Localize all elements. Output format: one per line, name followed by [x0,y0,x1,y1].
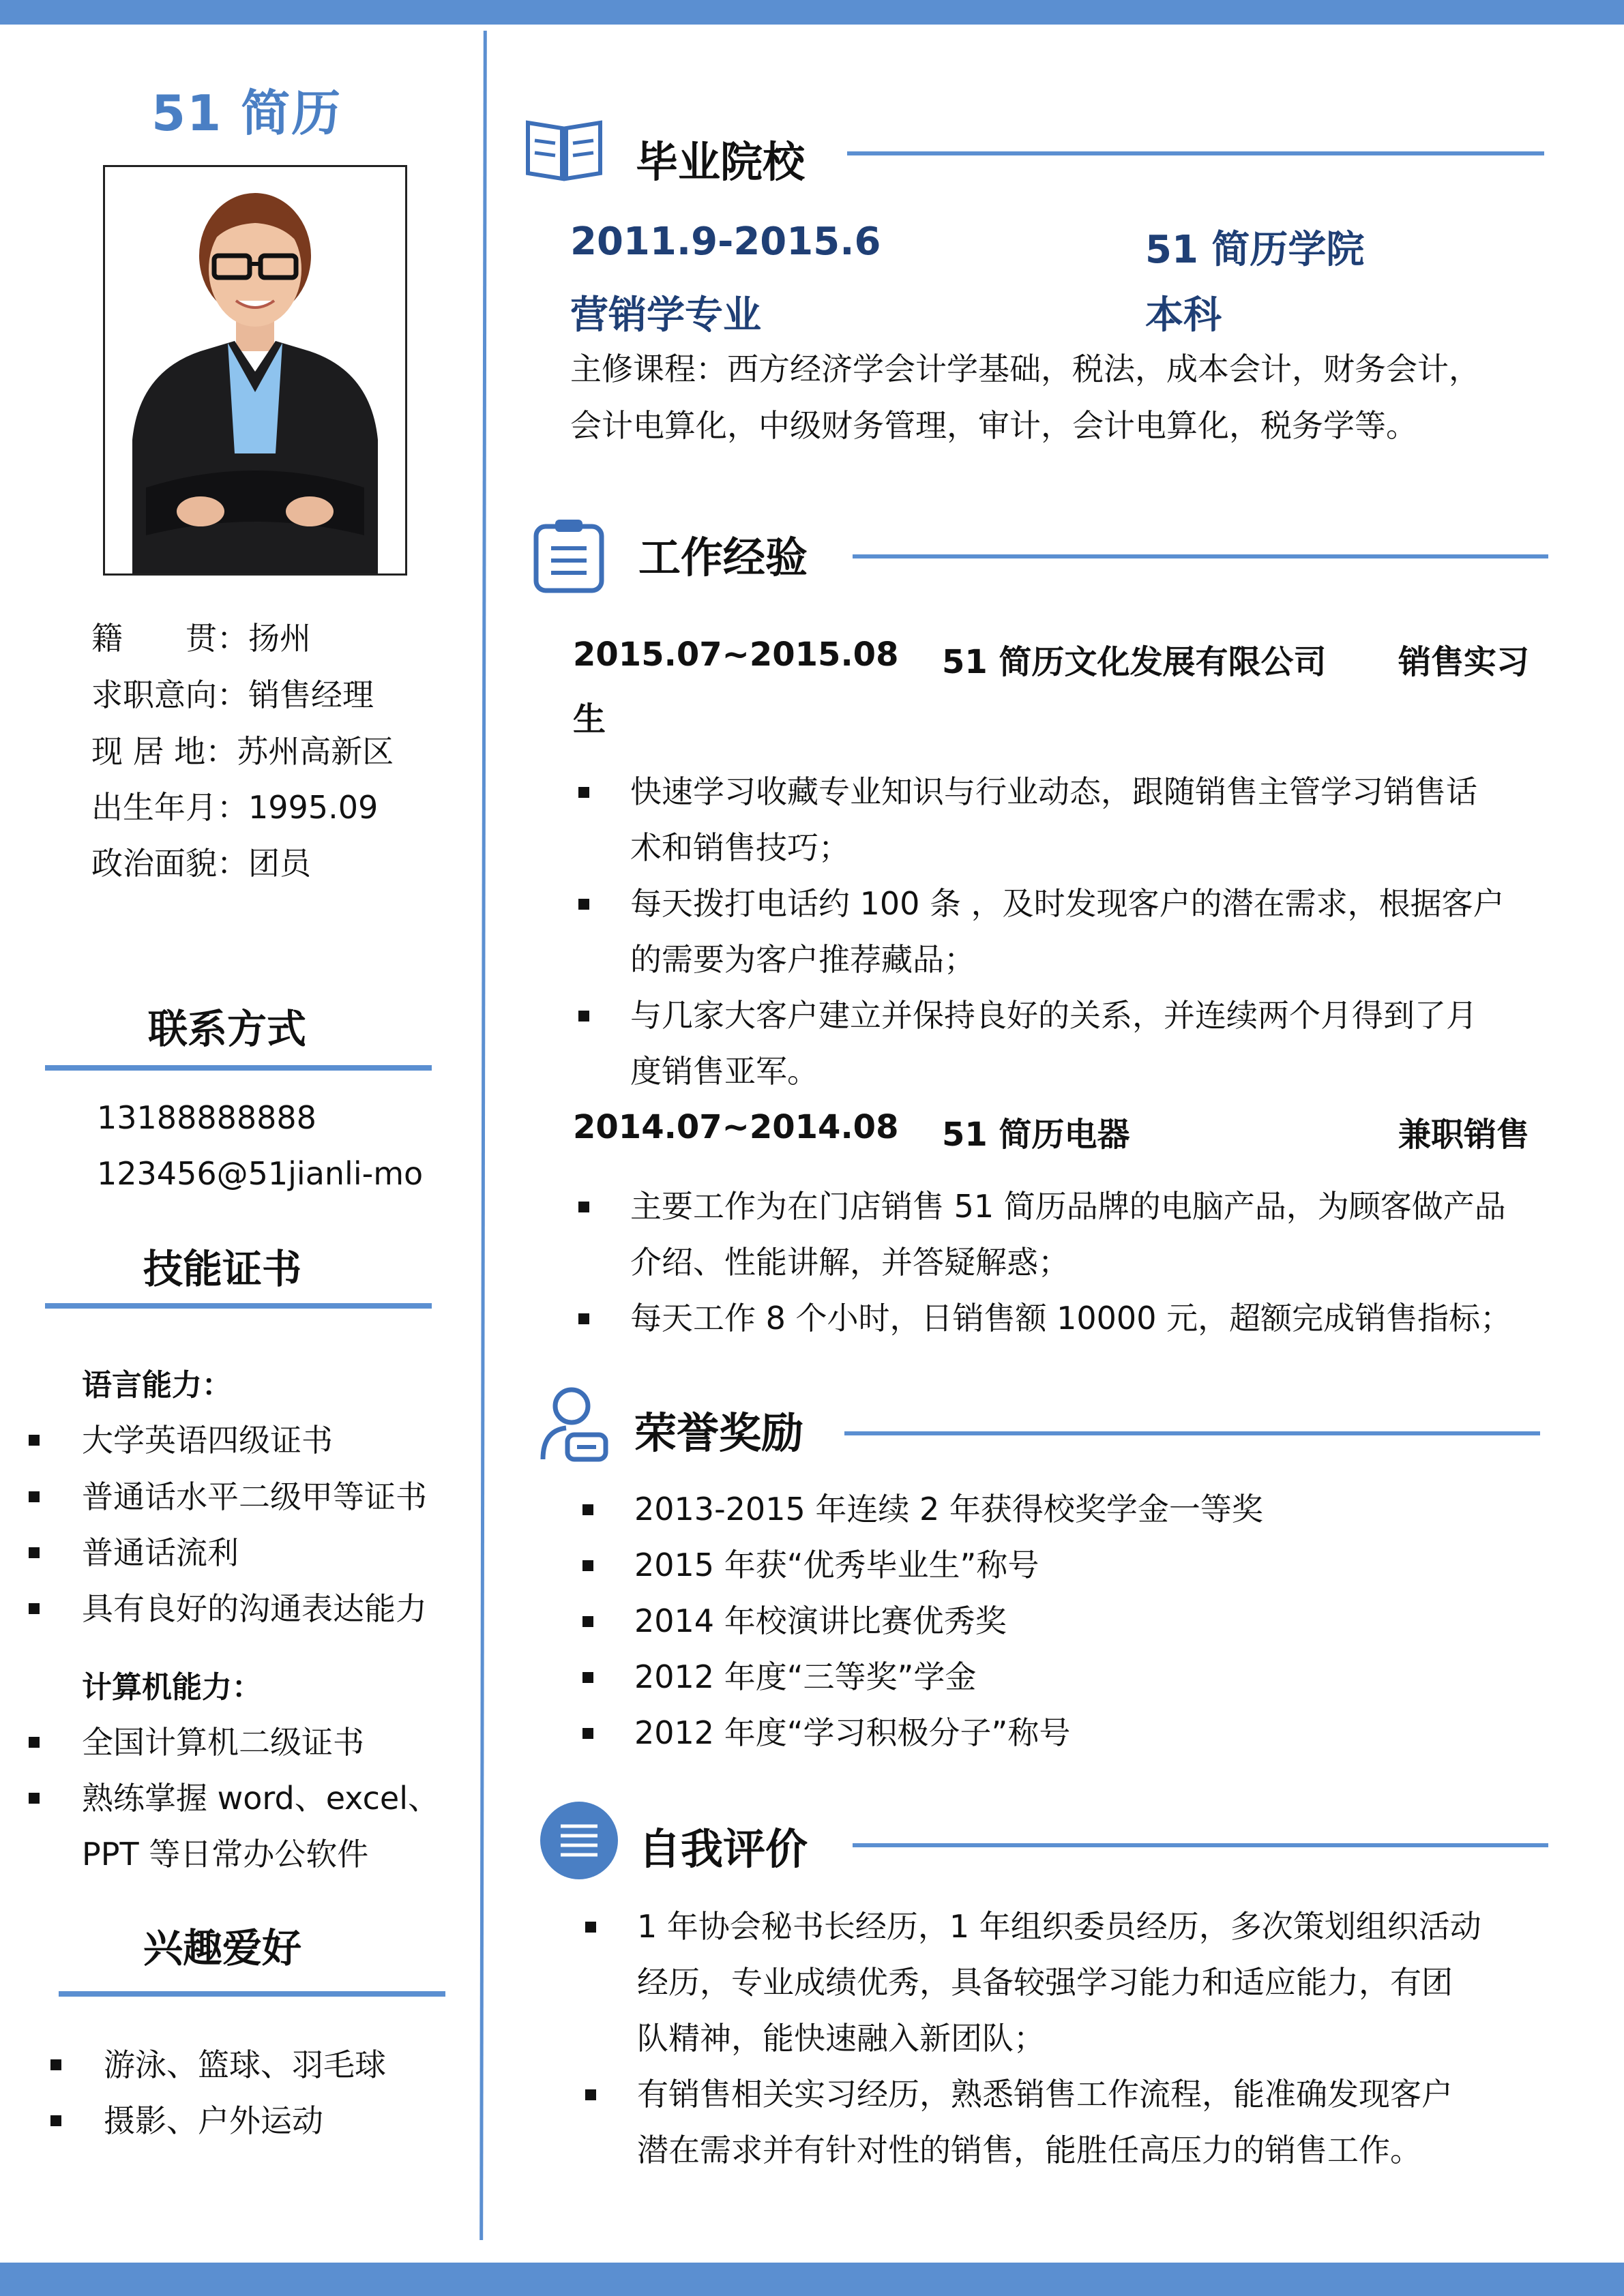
hobby-item [104,2096,323,2141]
bullet-icon [578,899,589,910]
job-bullet-line: 主要工作为在门店销售 51 简历品牌的电脑产品，为顾客做产品 [630,1188,1506,1225]
self-evaluation-underline [853,1843,1548,1847]
info-residence [91,727,394,772]
job-bullet-line: 每天拨打电话约 100 条 ，及时发现客户的潜在需求，根据客户 [630,885,1505,922]
work-title: 工作经验 [638,533,808,582]
job-bullet [630,1178,1506,1290]
job-period: 2014.07~2014.08 [573,1108,899,1146]
bullet-icon [29,1491,40,1502]
honor-text: 2012 年度“学习积极分子”称号 [634,1714,1071,1751]
skill-text: 具有良好的沟通表达能力 [82,1590,427,1627]
education-school: 51 简历学院 [1145,228,1365,272]
bullet-icon [29,1737,40,1748]
bullet-icon [29,1547,40,1558]
self-evaluation-item [637,1898,1481,2066]
honors-underline [844,1431,1540,1435]
contact-phone: 13188888888 [97,1099,316,1136]
info-job-intention [91,670,374,715]
job-bullet-line: 度销售亚军。 [630,1053,818,1090]
top-accent-bar [0,0,1624,25]
bullet-icon [578,1313,589,1324]
job-bullet-line: 术和销售技巧； [630,829,850,866]
honor-item [634,1481,1263,1537]
bullet-icon [585,2089,596,2100]
job-period: 2015.07~2015.08 [573,636,899,674]
bullet-icon [29,1793,40,1804]
honor-item [634,1537,1039,1593]
job-role-continued: 生 [573,700,606,739]
contact-underline [45,1065,432,1071]
bullet-icon [50,2115,61,2126]
info-label: 出生年月： [91,789,248,826]
language-skill-item [82,1472,427,1517]
info-label: 求职意向： [91,676,248,713]
self-evaluation-line: 潜在需求并有针对性的销售，能胜任高压力的销售工作。 [637,2132,1421,2168]
self-evaluation-item [637,2066,1453,2178]
skills-underline [45,1303,432,1309]
education-underline [847,151,1544,155]
info-value: 扬州 [248,620,311,657]
hobby-text: 摄影、户外运动 [104,2102,323,2139]
language-skills-label: 语言能力： [82,1368,232,1403]
job-role: 兼职销售 [1398,1116,1530,1154]
job-role: 销售实习 [1398,643,1530,681]
language-skill-item [82,1416,333,1461]
honor-item [634,1705,1070,1761]
job-bullet-line: 的需要为客户推荐藏品； [630,941,975,978]
job-bullet-line: 介绍、性能讲解，并答疑解惑； [630,1244,1069,1281]
bullet-icon [582,1560,593,1571]
job-bullet [630,1290,1511,1346]
bottom-accent-bar [0,2263,1624,2296]
job-company: 51 简历文化发展有限公司 [942,643,1327,681]
bullet-icon [582,1616,593,1627]
contact-title: 联系方式 [148,1006,307,1052]
job-bullet-line: 与几家大客户建立并保持良好的关系，并连续两个月得到了月 [630,997,1477,1034]
bullet-icon [578,1011,589,1022]
honor-text: 2015 年获“优秀毕业生”称号 [634,1547,1039,1583]
job-company: 51 简历电器 [942,1116,1130,1154]
skill-text: 普通话流利 [82,1534,239,1571]
clipboard-icon [531,517,607,593]
info-label: 政治面貌： [91,845,248,882]
education-degree: 本科 [1145,293,1222,338]
work-underline [853,554,1548,558]
computer-skill-item [82,1718,364,1763]
skills-title: 技能证书 [143,1246,302,1292]
profile-photo [103,165,407,576]
info-birth [91,783,378,828]
info-value: 苏州高新区 [237,733,394,770]
info-label: 籍 贯： [91,620,248,657]
honor-text: 2012 年度“三等奖”学金 [634,1658,977,1695]
info-value: 销售经理 [248,676,374,713]
info-value: 1995.09 [248,789,379,826]
education-courses-line2: 会计电算化，中级财务管理，审计，会计电算化，税务学等。 [570,407,1417,444]
book-icon [524,116,604,183]
self-evaluation-line: 经历，专业成绩优秀，具备较强学习能力和适应能力，有团 [637,1964,1453,2001]
skill-text: 普通话水平二级甲等证书 [82,1478,427,1515]
skill-text: 大学英语四级证书 [82,1422,333,1459]
education-period: 2011.9-2015.6 [570,220,881,264]
hobby-text: 游泳、篮球、羽毛球 [104,2046,386,2083]
self-evaluation-line: 1 年协会秘书长经历，1 年组织委员经历，多次策划组织活动 [637,1908,1481,1945]
honor-item [634,1649,976,1705]
bullet-icon [29,1603,40,1614]
info-political [91,839,311,884]
self-evaluation-line: 队精神，能快速融入新团队； [637,2020,1045,2057]
job-bullet-line: 每天工作 8 个小时，日销售额 10000 元，超额完成销售指标； [630,1300,1512,1337]
job-bullet [630,764,1477,876]
bullet-icon [578,787,589,798]
person-award-icon [536,1386,611,1465]
bullet-icon [29,1435,40,1446]
self-evaluation-title: 自我评价 [638,1824,808,1874]
language-skill-item [82,1528,239,1573]
hobby-item [104,2040,386,2085]
education-title: 毕业院校 [636,137,806,187]
bullet-icon [578,1202,589,1212]
info-value: 团员 [248,845,311,882]
job-bullet [630,987,1477,1099]
job-bullet-line: 快速学习收藏专业知识与行业动态，跟随销售主管学习销售话 [630,773,1477,810]
computer-skill-item [82,1774,439,1819]
computer-skills-label: 计算机能力： [82,1670,262,1705]
bullet-icon [585,1922,596,1933]
self-evaluation-line: 有销售相关实习经历，熟悉销售工作流程，能准确发现客户 [637,2076,1453,2113]
bullet-icon [50,2059,61,2070]
honors-title: 荣誉奖励 [634,1408,804,1458]
honor-text: 2013-2015 年连续 2 年获得校奖学金一等奖 [634,1491,1263,1527]
hobbies-underline [59,1991,445,1997]
job-bullet [630,876,1505,987]
brand-title: 51 简历 [151,85,342,142]
education-courses-line1: 主修课程：西方经济学会计学基础，税法，成本会计，财务会计， [570,351,1480,387]
language-skill-item [82,1584,427,1629]
list-circle-icon [539,1800,619,1881]
contact-email: 123456@51jianli-mo [97,1155,424,1192]
skill-text: 全国计算机二级证书 [82,1724,364,1761]
computer-skill-text-continued: PPT 等日常办公软件 [82,1836,369,1873]
skill-text: 熟练掌握 word、excel、 [82,1780,439,1817]
bullet-icon [582,1672,593,1683]
info-native-place [91,614,311,659]
column-divider [479,31,487,2240]
bullet-icon [582,1504,593,1515]
info-label: 现 居 地： [91,733,237,770]
hobbies-title: 兴趣爱好 [143,1925,302,1971]
honor-text: 2014 年校演讲比赛优秀奖 [634,1602,1007,1639]
bullet-icon [582,1728,593,1739]
honor-item [634,1593,1007,1649]
education-major: 营销学专业 [570,293,761,338]
